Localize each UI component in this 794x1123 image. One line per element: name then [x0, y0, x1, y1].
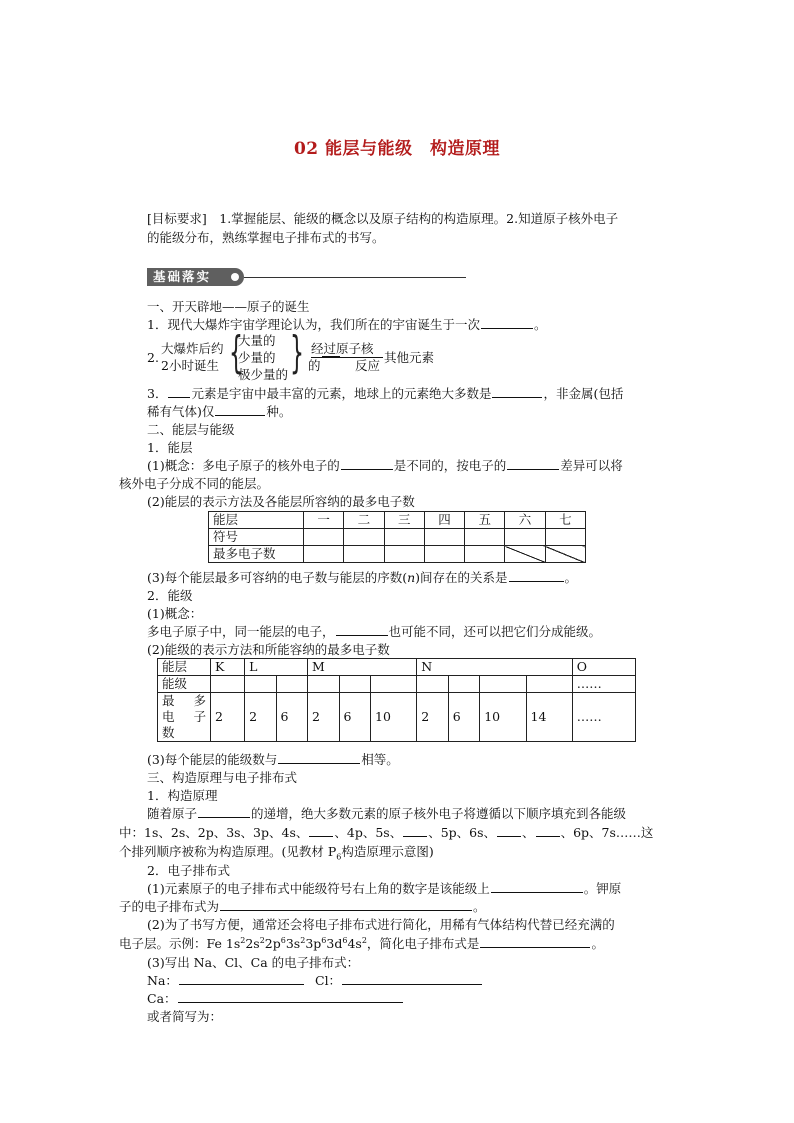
energy-layer-table: 能层 一 二 三 四 五 六 七 符号 最多电子数	[208, 511, 586, 563]
answer-blank[interactable]	[342, 972, 482, 985]
e3-text: (3)写出 Na、Cl、Ca 的电子排布式：	[147, 955, 360, 970]
short-form-label: 或者简写为：	[147, 1009, 223, 1024]
answer-cell[interactable]	[545, 529, 585, 546]
answer-blank[interactable]	[507, 457, 559, 470]
answer-cell[interactable]	[211, 676, 245, 693]
objectives-line-1: [目标要求] 1.掌握能层、能级的概念以及原子结构的构造原理。2.知道原子核外电子	[147, 211, 619, 226]
aufbau-line-2: 中：1s、2s、2p、3s、3p、4s、 、4p、5s、 、5p、6s、 、 、6p、7s……这	[119, 825, 654, 840]
answer-cell[interactable]	[424, 529, 464, 546]
section3-heading: 三、构造原理与电子排布式	[147, 770, 298, 785]
e2-text-cont: 电子层。示例：Fe $1s^22s^22p^63s^23p^63d^64s^2$，简化电子排布式是 。	[119, 935, 604, 951]
answer-blank[interactable]	[481, 316, 533, 329]
answer-blank[interactable]	[198, 805, 250, 818]
arrow-line	[311, 357, 383, 358]
section1-heading: 一、开天辟地——原子的诞生	[147, 299, 310, 314]
q2-num: 2.	[147, 350, 159, 365]
answer-blank[interactable]	[168, 385, 190, 398]
question-3-cont: 稀有气体)仅 种。	[147, 404, 292, 419]
answer-blank[interactable]	[341, 457, 393, 470]
e1-text-cont: 子的电子排布式为 。	[119, 899, 486, 914]
q2-item-2: 少量的	[238, 350, 276, 365]
row-label: 最多电子数	[209, 546, 304, 563]
answer-blank[interactable]	[536, 824, 560, 837]
energy-level-table: 能层 K L M N O 能级 …… 最 多 电 子 数 2 2 6 2 6 10 2 6 10 14 ……	[157, 658, 636, 742]
answer-cell[interactable]	[344, 529, 384, 546]
page-title: 02 能层与能级 构造原理	[293, 139, 501, 159]
answer-cell[interactable]	[304, 546, 344, 563]
answer-cell[interactable]	[465, 546, 505, 563]
q2-f: 其他元素	[384, 350, 435, 365]
q2-c: 经过原子核	[311, 341, 374, 356]
aufbau-line-3: 个排列顺序被称为构造原理。(见教材 $P_6$构造原理示意图)	[119, 844, 434, 862]
subheading-energy-level: 2．能级	[147, 588, 193, 603]
answer-blank[interactable]	[480, 935, 590, 948]
answer-cell[interactable]	[384, 529, 424, 546]
section2-heading: 二、能层与能级	[147, 422, 235, 437]
badge-label: 基础落实	[153, 269, 212, 284]
answer-cell[interactable]	[448, 676, 479, 693]
answer-cell[interactable]	[384, 546, 424, 563]
left-brace-icon: {	[229, 327, 243, 378]
bullet-icon	[231, 273, 239, 281]
answer-blank[interactable]	[491, 880, 583, 893]
row-label: 能层	[209, 512, 304, 529]
subheading-energy-layer: 1．能层	[147, 440, 193, 455]
answer-cell[interactable]	[424, 546, 464, 563]
row-label: 符号	[209, 529, 304, 546]
answer-cell[interactable]	[245, 676, 276, 693]
answer-cell[interactable]	[526, 676, 572, 693]
aufbau-line-1: 随着原子 的递增，绝大多数元素的原子核外电子将遵循以下顺序填充到各能级	[147, 806, 627, 821]
section-badge	[147, 268, 244, 286]
answer-cell[interactable]	[308, 676, 339, 693]
answer-cell[interactable]	[304, 529, 344, 546]
answer-blank[interactable]	[179, 972, 304, 985]
answer-blank[interactable]	[309, 824, 333, 837]
q2-e: 反应	[355, 358, 381, 373]
answer-blank[interactable]	[509, 569, 564, 582]
question-3: 3． 元素是宇宙中最丰富的元素，地球上的元素绝大多数是 ，非金属(包括	[147, 386, 624, 401]
q2-a: 大爆炸后约	[161, 341, 224, 356]
q2-d: 的	[308, 358, 321, 373]
divider	[244, 277, 466, 278]
d1-label: (1)概念：	[147, 606, 203, 621]
ca-line: Ca：	[147, 990, 404, 1007]
question-1: 1．现代大爆炸宇宙学理论认为，我们所在的宇宙诞生于一次 。	[147, 317, 547, 332]
na-line: Na：	[147, 972, 305, 989]
q2-b: 2小时诞生	[161, 358, 219, 373]
answer-blank[interactable]	[492, 385, 542, 398]
answer-blank[interactable]	[215, 403, 265, 416]
answer-blank[interactable]	[336, 623, 388, 636]
concept-1: (1)概念：多电子原子的核外电子的 是不同的，按电子的 差异可以将	[147, 458, 623, 473]
answer-cell[interactable]	[417, 676, 448, 693]
answer-cell[interactable]	[339, 676, 370, 693]
answer-cell[interactable]	[480, 676, 526, 693]
q2-item-1: 大量的	[238, 333, 276, 348]
subheading-config: 2．电子排布式	[147, 863, 230, 878]
concept-2: (2)能层的表示方法及各能层所容纳的最多电子数	[147, 494, 415, 509]
slashed-cell	[545, 546, 585, 563]
q2-item-3: 极少量的	[238, 367, 289, 382]
e2-text: (2)为了书写方便，通常还会将电子排布式进行简化，用稀有气体结构代替已经充满的	[147, 917, 615, 932]
concept-3: (3)每个能层最多可容纳的电子数与能层的序数(n)间存在的关系是 。	[147, 570, 578, 585]
e1-text: (1)元素原子的电子排布式中能级符号右上角的数字是该能级上 。钾原	[147, 881, 622, 896]
concept-1-cont: 核外电子分成不同的能层。	[119, 476, 270, 491]
answer-cell[interactable]	[344, 546, 384, 563]
answer-cell[interactable]	[505, 529, 545, 546]
answer-cell[interactable]	[371, 676, 417, 693]
d3-text: (3)每个能层的能级数与 相等。	[147, 752, 399, 767]
objectives-line-2: 的能级分布，熟练掌握电子排布式的书写。	[147, 230, 385, 245]
cl-line: Cl：	[315, 972, 483, 989]
answer-blank[interactable]	[497, 824, 521, 837]
answer-blank[interactable]	[278, 751, 360, 764]
d1-text: 多电子原子中，同一能层的电子， 也可能不同，还可以把它们分成能级。	[147, 624, 602, 639]
answer-blank[interactable]	[220, 898, 472, 911]
answer-cell[interactable]	[276, 676, 307, 693]
answer-cell[interactable]	[465, 529, 505, 546]
d2-text: (2)能级的表示方法和所能容纳的最多电子数	[147, 642, 390, 657]
subheading-aufbau: 1．构造原理	[147, 788, 218, 803]
answer-blank[interactable]	[403, 824, 427, 837]
answer-blank[interactable]	[178, 990, 403, 1003]
slashed-cell	[505, 546, 545, 563]
right-brace-icon: }	[290, 327, 304, 378]
